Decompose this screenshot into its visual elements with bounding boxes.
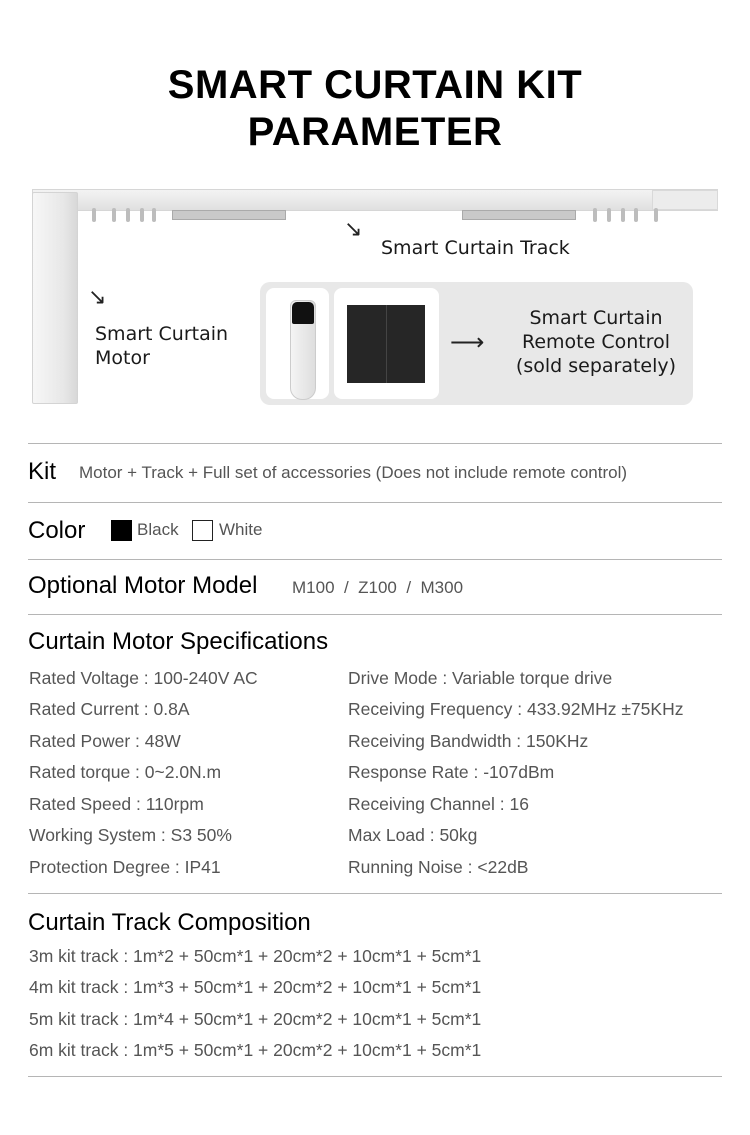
track-composition-heading: Curtain Track Composition <box>28 909 311 936</box>
divider <box>28 443 722 444</box>
spec-rated-voltage: Rated Voltage : 100-240V AC <box>29 668 258 688</box>
divider <box>28 614 722 615</box>
wall-switch-image <box>347 305 425 383</box>
spec-max-load: Max Load : 50kg <box>348 825 478 845</box>
spec-rated-power: Rated Power : 48W <box>29 731 181 751</box>
track-end-cap <box>652 190 718 210</box>
glider-hook <box>92 208 96 222</box>
page-title-line1: SMART CURTAIN KIT <box>167 63 583 107</box>
motor-model-options: M100 / Z100 / M300 <box>292 578 464 597</box>
motor-model-label: Optional Motor Model <box>28 572 258 599</box>
track-row-5m: 5m kit track : 1m*4 + 50cm*1 + 20cm*2 + 10cm*1 + 5cm*1 <box>29 1009 482 1029</box>
color-label: Color <box>28 517 86 544</box>
track-bracket-left <box>172 210 286 220</box>
curtain-motor-image <box>32 192 78 404</box>
glider-hook <box>634 208 638 222</box>
motor-label-line2: Motor <box>95 347 150 369</box>
curved-arrow-icon: ↘ <box>88 284 107 309</box>
spec-receiving-bandwidth: Receiving Bandwidth : 150KHz <box>348 731 589 751</box>
right-arrow-icon: ⟶ <box>450 329 485 356</box>
divider <box>28 1076 722 1077</box>
remote-control-panel <box>260 282 693 405</box>
spec-receiving-channel: Receiving Channel : 16 <box>348 794 529 814</box>
divider <box>28 502 722 503</box>
glider-hook <box>621 208 625 222</box>
glider-hook <box>112 208 116 222</box>
track-row-3m: 3m kit track : 1m*2 + 50cm*1 + 20cm*2 + 10cm*1 + 5cm*1 <box>29 946 482 966</box>
handheld-remote-image <box>290 300 316 400</box>
spec-working-system: Working System : S3 50% <box>29 825 232 845</box>
color-option-black[interactable]: Black <box>137 520 179 539</box>
spec-running-noise: Running Noise : <22dB <box>348 857 529 877</box>
color-swatch-white[interactable] <box>192 520 213 541</box>
track-label: Smart Curtain Track <box>381 237 570 259</box>
glider-hook <box>607 208 611 222</box>
spec-drive-mode: Drive Mode : Variable torque drive <box>348 668 613 688</box>
color-swatch-black[interactable] <box>111 520 132 541</box>
curtain-track-image <box>32 189 718 211</box>
glider-hook <box>126 208 130 222</box>
page-title-line2: PARAMETER <box>247 110 503 154</box>
kit-value: Motor + Track + Full set of accessories (Does not include remote control) <box>79 463 628 482</box>
spec-response-rate: Response Rate : -107dBm <box>348 762 555 782</box>
remote-label-line1: Smart Curtain <box>529 307 663 329</box>
spec-rated-speed: Rated Speed : 110rpm <box>29 794 204 814</box>
curved-arrow-icon: ↘ <box>344 216 363 241</box>
spec-receiving-frequency: Receiving Frequency : 433.92MHz ±75KHz <box>348 699 684 719</box>
glider-hook <box>140 208 144 222</box>
track-row-4m: 4m kit track : 1m*3 + 50cm*1 + 20cm*2 + 10cm*1 + 5cm*1 <box>29 977 482 997</box>
glider-hook <box>593 208 597 222</box>
spec-protection-degree: Protection Degree : IP41 <box>29 857 221 877</box>
divider <box>28 559 722 560</box>
divider <box>28 893 722 894</box>
motor-label-line1: Smart Curtain <box>95 323 229 345</box>
track-row-6m: 6m kit track : 1m*5 + 50cm*1 + 20cm*2 + 10cm*1 + 5cm*1 <box>29 1040 482 1060</box>
glider-hook <box>654 208 658 222</box>
glider-hook <box>152 208 156 222</box>
spec-rated-current: Rated Current : 0.8A <box>29 699 190 719</box>
track-bracket-right <box>462 210 576 220</box>
spec-rated-torque: Rated torque : 0~2.0N.m <box>29 762 222 782</box>
color-option-white[interactable]: White <box>219 520 263 539</box>
remote-label-line2: Remote Control <box>521 331 671 353</box>
motor-specs-heading: Curtain Motor Specifications <box>28 628 329 655</box>
wall-switch-card <box>334 288 439 399</box>
remote-label-line3: (sold separately) <box>515 355 677 377</box>
kit-label: Kit <box>28 458 57 485</box>
remote-card <box>266 288 329 399</box>
